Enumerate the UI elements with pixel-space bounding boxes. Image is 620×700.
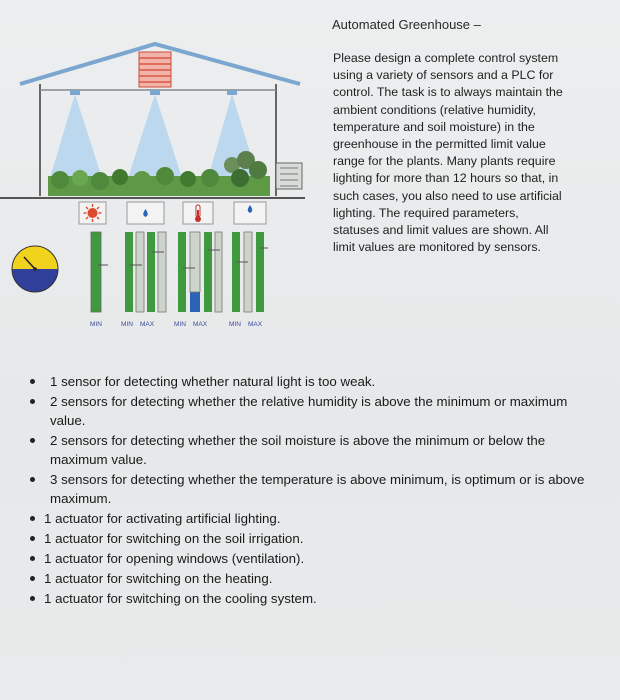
bullet-icon [30,379,35,384]
list-item: 2 sensors for detecting whether the relative humidity is above the minimum or maximum value. [28,392,588,430]
scale-label: MAX [248,321,263,328]
bullet-icon [30,576,35,581]
list-item: 1 sensor for detecting whether natural light is too weak. [28,372,588,391]
scale-label: MIN [121,321,133,328]
bullet-icon [30,596,35,601]
bullet-icon [30,477,35,482]
light-level-bar [91,232,101,312]
bullet-icon [30,556,35,561]
task-description: Please design a complete control system using a variety of sensors and a PLC for control. The task is to always maintain the ambient conditions (relative humidity, temperature and soil moisture) in the greenhouse in the permitted limit value range for the plants. Many plants require lighting for more than 12 hours so that, in such cases, you also need to use artificial lighting. The required parameters, statuses and limit values are shown. All limit values are monitored by sensors. [333,51,563,255]
requirements-list [28,372,588,609]
list-item: 1 actuator for opening windows (ventilation). [28,549,588,568]
bullet-icon [30,536,35,541]
level-bars [91,232,268,312]
heating-unit-icon [276,163,302,189]
soil-moisture-sensor-box [234,202,266,224]
temperature-bar-min [178,232,186,312]
greenhouse-diagram [0,0,330,345]
scale-label: MIN [90,321,102,328]
list-item: 2 sensors for detecting whether the soil moisture is above the minimum or below the maximum value. [28,431,588,469]
list-item: 3 sensors for detecting whether the temperature is above minimum, is optimum or is above maximum. [28,470,588,508]
list-item: 1 actuator for switching on the soil irrigation. [28,529,588,548]
scale-label: MAX [193,321,208,328]
daylight-gauge-icon [12,246,58,292]
temperature-bar-opt [190,292,200,312]
scale-label: MIN [229,321,241,328]
light-sensor-box [79,202,106,224]
bullet-icon [30,399,35,404]
list-item: 1 actuator for switching on the heating. [28,569,588,588]
temperature-sensor-box [183,202,213,224]
bullet-icon [30,438,35,443]
document-heading: Automated Greenhouse – [332,17,481,32]
ventilation-window-icon [139,52,171,87]
soil-bar-max [256,232,264,312]
list-item: 1 actuator for switching on the cooling system. [28,589,588,608]
temperature-bar-max [204,232,212,312]
humidity-sensor-box [127,202,164,224]
humidity-bar-max [147,232,155,312]
bullet-icon [30,516,35,521]
humidity-bar-min [125,232,133,312]
scale-label: MIN [174,321,186,328]
list-item: 1 actuator for activating artificial lighting. [28,509,588,528]
scale-label: MAX [140,321,155,328]
thermometer-icon [195,205,201,222]
soil-bar-min [232,232,240,312]
